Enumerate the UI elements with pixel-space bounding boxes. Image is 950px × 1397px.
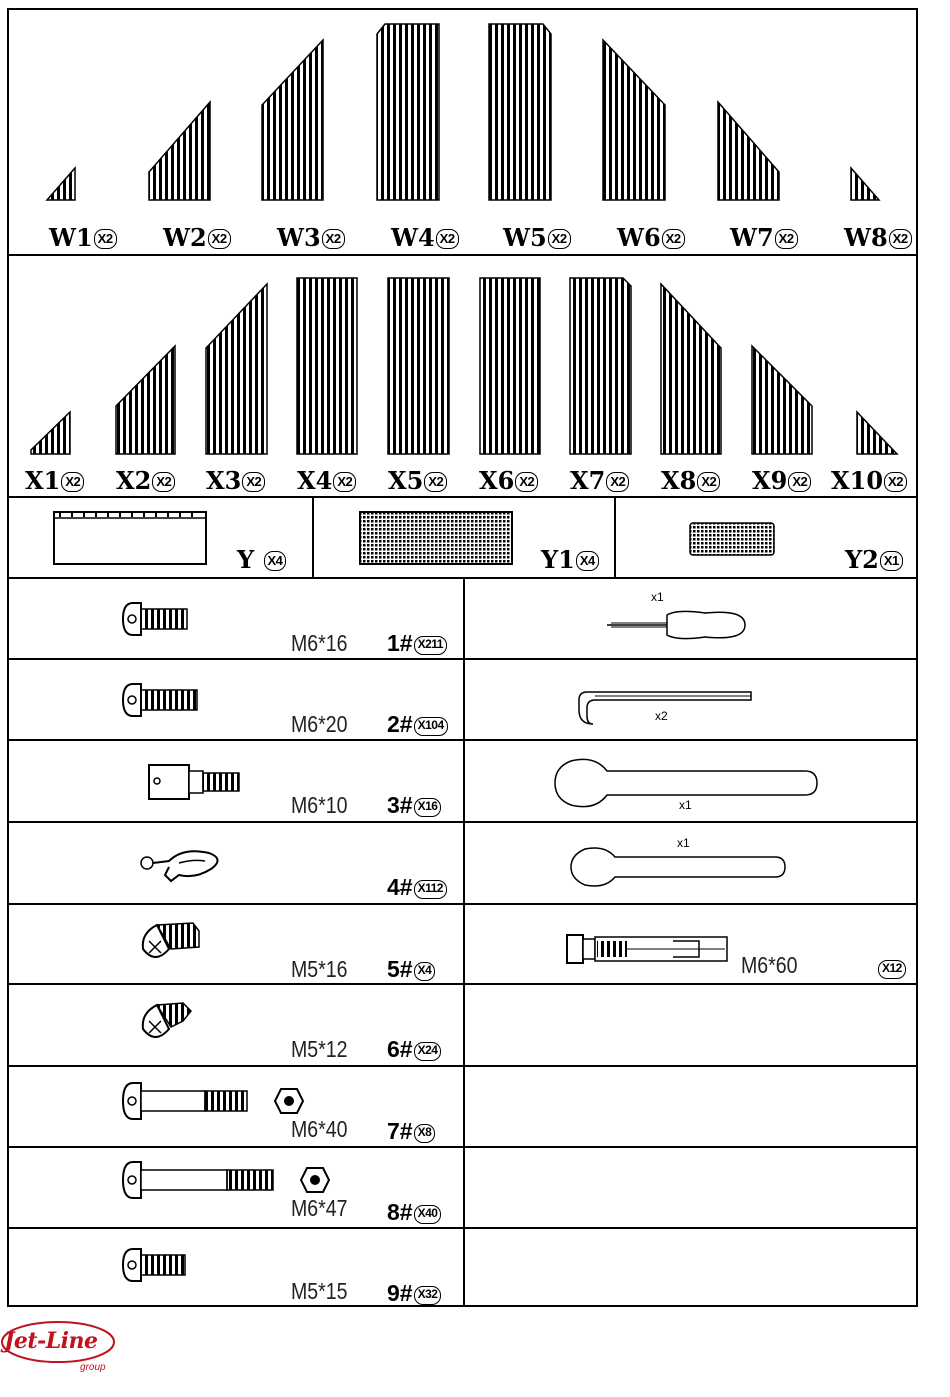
tool-count: x1: [679, 798, 692, 812]
countersunk-screw-icon: [139, 999, 219, 1059]
panel-x8: [661, 284, 721, 454]
panel-x6: [480, 278, 540, 454]
tool-count: x1: [677, 836, 690, 850]
label-x2: X2 X2: [116, 469, 175, 493]
hex-key-icon: [575, 688, 765, 728]
hardware-row-4: [9, 823, 916, 905]
label-x3: X3 X2: [206, 469, 265, 493]
label-x8: X8 X2: [661, 469, 720, 493]
panel-w6: [603, 40, 665, 200]
button-head-bolt-icon: [121, 678, 201, 728]
label-w3: W3 X2: [277, 226, 345, 250]
label-x9: X9 X2: [752, 469, 811, 493]
hardware-row-1: [9, 579, 916, 660]
panel-x2: [116, 346, 175, 454]
spec-label: M6*10: [291, 792, 348, 818]
spec-label: M5*16: [291, 956, 348, 982]
panel-x3: [206, 284, 267, 454]
panel-w8: [851, 168, 879, 200]
label-x6: X6 X2: [479, 469, 538, 493]
spec-label: M6*16: [291, 630, 348, 656]
strip-y-drawing: [53, 508, 213, 568]
panel-x5: [388, 278, 449, 454]
panel-w4: [377, 24, 439, 200]
countersunk-screw-icon: [139, 919, 219, 979]
y-strips-row: [9, 498, 916, 579]
label-x10: X10 X2: [831, 469, 907, 493]
button-head-bolt-icon: [121, 597, 201, 647]
hardware-row-8: [9, 1148, 916, 1229]
spec-label: M5*15: [291, 1278, 348, 1304]
hardware-row-2: [9, 660, 916, 741]
button-head-bolt-icon: [121, 1245, 201, 1295]
parts-list-sheet: [7, 8, 918, 1307]
part-code: 9# X32: [387, 1281, 441, 1305]
screwdriver-icon: [605, 607, 765, 647]
w-panels-drawing: [9, 10, 916, 210]
small-wrench-icon: [569, 843, 799, 893]
label-x4: X4 X2: [297, 469, 356, 493]
spec-label: M6*40: [291, 1116, 348, 1142]
label-w8: W8 X2: [844, 226, 912, 250]
part-code: 8# X40: [387, 1200, 441, 1224]
w-panels-row: [9, 10, 916, 256]
part-code: 7# X8: [387, 1119, 435, 1143]
logo-sub: group: [80, 1362, 106, 1373]
label-y2: Y2 X1: [845, 548, 903, 572]
jet-line-logo: [0, 1318, 120, 1382]
label-w5: W5 X2: [503, 226, 571, 250]
strip-y2-drawing: [689, 522, 789, 562]
label-w7: W7 X2: [730, 226, 798, 250]
panel-x1: [31, 412, 70, 454]
label-w6: W6 X2: [617, 226, 685, 250]
hardware-row-5: [9, 905, 916, 985]
panel-w7: [718, 102, 779, 200]
panel-x7: [570, 278, 631, 454]
panel-w2: [149, 102, 210, 200]
clip-hook-icon: [139, 845, 239, 895]
hardware-row-7: [9, 1067, 916, 1148]
panel-w1: [47, 168, 75, 200]
expansion-anchor-bolt-icon: [565, 933, 735, 973]
tool-count: x2: [655, 709, 668, 723]
standoff-spacer-icon: [147, 761, 247, 811]
x-panels-row: [9, 256, 916, 498]
panel-w5: [489, 24, 551, 200]
panel-x10: [857, 412, 897, 454]
spec-label: M6*20: [291, 711, 348, 737]
hardware-row-9: [9, 1229, 916, 1305]
label-y: Y X4: [237, 548, 286, 572]
part-code: 6# X24: [387, 1037, 441, 1061]
part-code: 3# X16: [387, 793, 441, 817]
spec-label: M6*60: [741, 952, 798, 978]
spec-label: M6*47: [291, 1195, 348, 1221]
label-y1: Y1 X4: [541, 548, 599, 572]
label-x1: X1 X2: [25, 469, 84, 493]
logo-brand: Jet-Line: [4, 1328, 98, 1354]
part-quantity: X12: [877, 955, 906, 979]
label-w4: W4 X2: [391, 226, 459, 250]
panel-w3: [262, 40, 323, 200]
part-code: 4# X112: [387, 875, 447, 899]
strip-y1-drawing: [359, 508, 519, 568]
label-w1: W1 X2: [49, 226, 117, 250]
part-code: 1# X211: [387, 631, 447, 655]
label-x7: X7 X2: [570, 469, 629, 493]
part-code: 5# X4: [387, 957, 435, 981]
panel-x4: [297, 278, 357, 454]
tool-count: x1: [651, 590, 664, 604]
hardware-row-3: [9, 741, 916, 823]
label-x5: X5 X2: [388, 469, 447, 493]
spec-label: M5*12: [291, 1036, 348, 1062]
x-panels-drawing: [9, 256, 916, 466]
label-w2: W2 X2: [163, 226, 231, 250]
panel-x9: [752, 346, 812, 454]
part-code: 2# X104: [387, 712, 448, 736]
hardware-row-6: [9, 985, 916, 1067]
